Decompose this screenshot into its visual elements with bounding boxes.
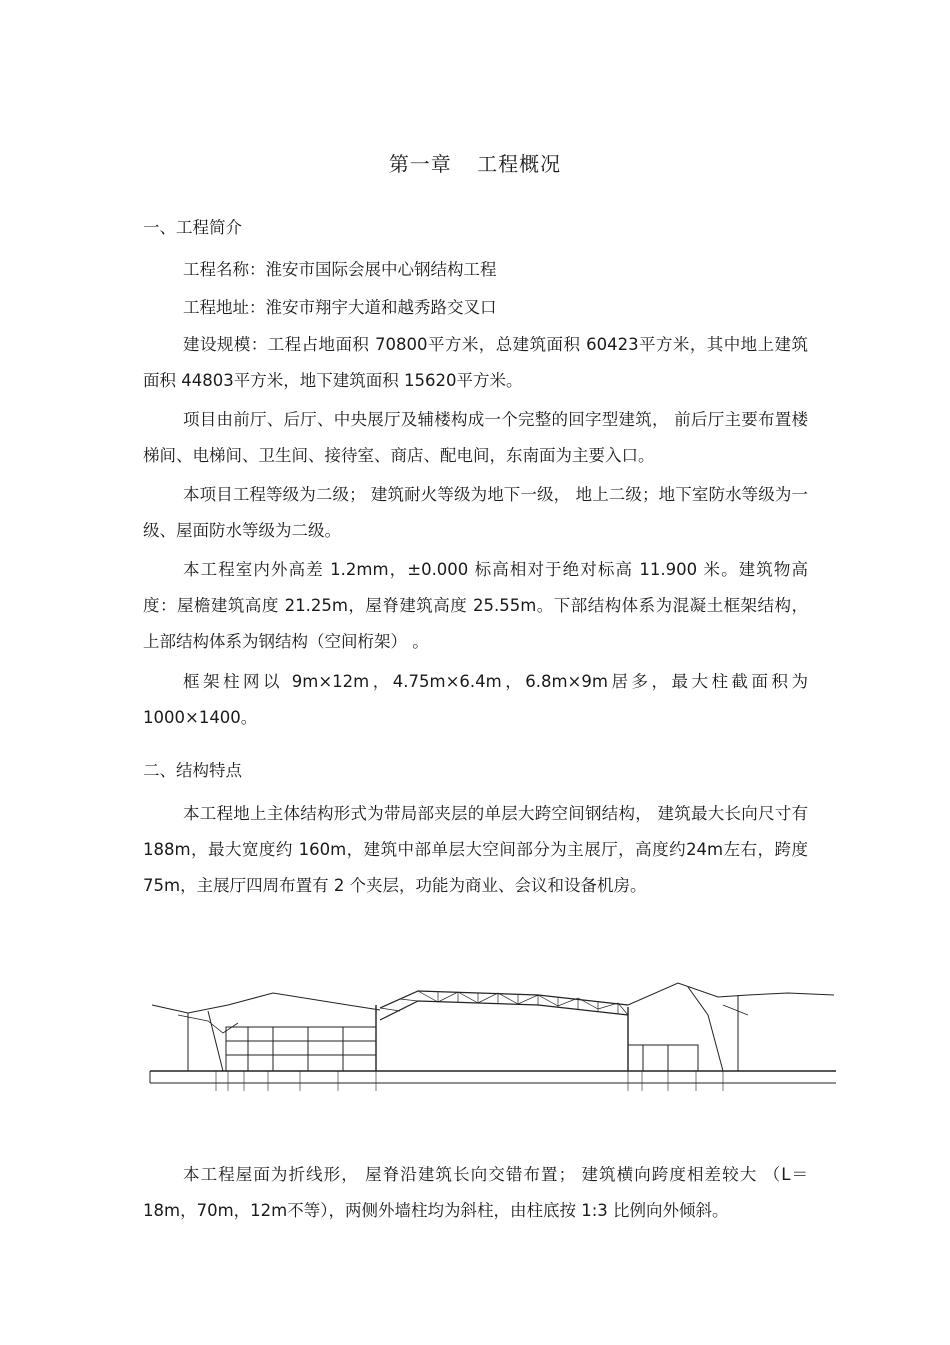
truss-bottom-chord <box>380 1001 628 1020</box>
right-roof-chord <box>628 983 834 1005</box>
left-roof-lower <box>178 1015 238 1033</box>
section-heading-overview: 一、工程简介 <box>143 218 242 237</box>
paragraph-elevation: 本工程室内外高差 1.2mm，±0.000 标高相对于绝对标高 11.900 米。建筑物高度：屋檐建筑高度 21.25m，屋脊建筑高度 25.55m。下部结构体系为混凝土框架结构，上部结构体系为钢结构（空间桁架） 。 <box>143 560 808 651</box>
right-slanted-column <box>688 987 723 1071</box>
paragraph-project-address: 工程地址：淮安市翔宇大道和越秀路交叉口 <box>183 298 497 317</box>
left-roof-chord <box>152 993 380 1013</box>
left-slanted-column <box>208 1011 223 1071</box>
section-drawing <box>148 975 838 1100</box>
right-brace <box>723 1005 748 1015</box>
chapter-title: 第一章 工程概况 <box>388 152 562 176</box>
axis-tick-marks <box>216 1071 723 1091</box>
truss-top-chord <box>380 991 628 1008</box>
paragraph-column-grid: 框架柱网以 9m×12m，4.75m×6.4m，6.8m×9m居多，最大柱截面积为 1000×1400。 <box>143 672 808 727</box>
right-frame-block <box>628 1045 698 1071</box>
section-heading-structure: 二、结构特点 <box>143 761 242 780</box>
paragraph-project-name: 工程名称：淮安市国际会展中心钢结构工程 <box>183 260 497 279</box>
paragraph-grade: 本项目工程等级为二级； 建筑耐火等级为地下一级， 地上二级；地下室防水等级为一级、屋面防水等级为二级。 <box>143 485 808 540</box>
structure-section-drawing <box>148 975 838 1100</box>
paragraph-roof: 本工程屋面为折线形， 屋脊沿建筑长向交错布置； 建筑横向跨度相差较大 （L＝18m，70m，12m不等），两侧外墙柱均为斜柱，由柱底按 1:3 比例向外倾斜。 <box>143 1165 808 1220</box>
paragraph-structure-form: 本工程地上主体结构形式为带局部夹层的单层大跨空间钢结构， 建筑最大长向尺寸有 188m，最大宽度约 160m，建筑中部单层大空间部分为主展厅，高度约24m左右，跨度 75m，主展厅四周布置有 2 个夹层，功能为商业、会议和设备机房。 <box>143 804 808 895</box>
paragraph-composition: 项目由前厅、后厅、中央展厅及辅楼构成一个完整的回字型建筑， 前后厅主要布置楼梯间、电梯间、卫生间、接待室、商店、配电间，东南面为主要入口。 <box>143 410 808 465</box>
paragraph-scale: 建设规模：工程占地面积 70800平方米，总建筑面积 60423平方米，其中地上建筑面积 44803平方米，地下建筑面积 15620平方米。 <box>143 335 808 390</box>
